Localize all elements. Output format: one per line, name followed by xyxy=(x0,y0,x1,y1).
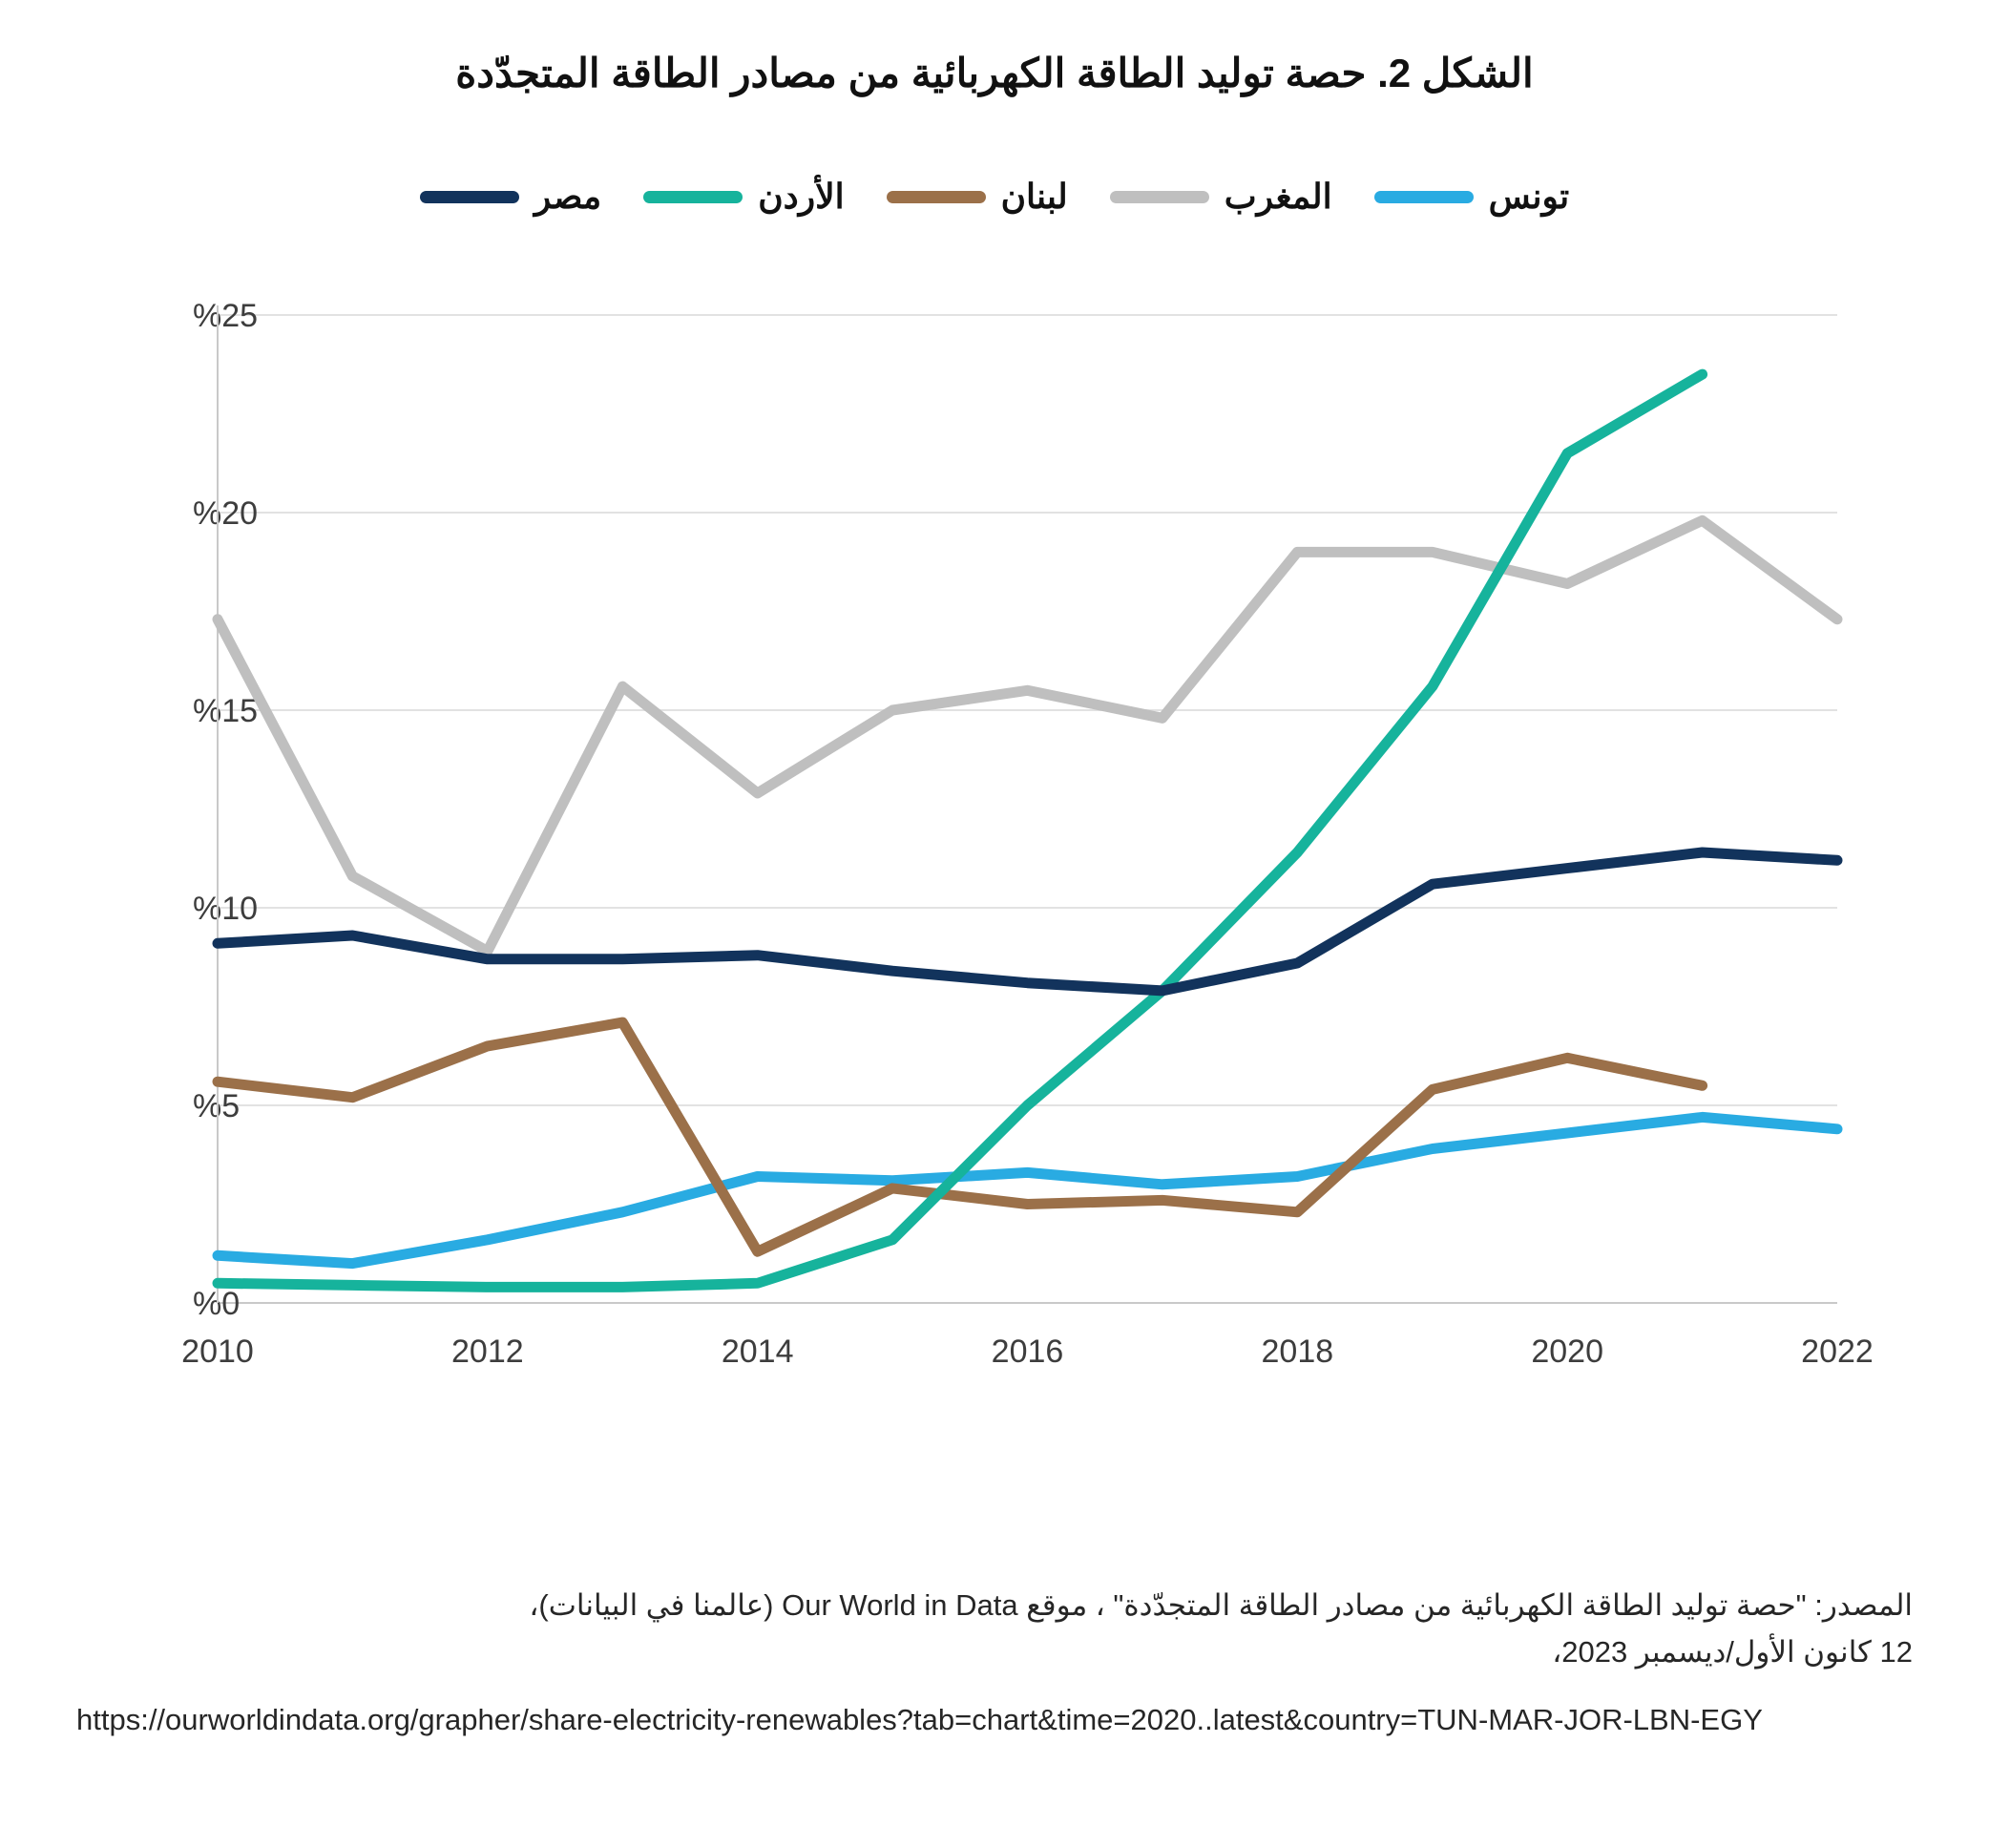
legend-item[interactable] xyxy=(887,177,1068,217)
legend-label: مصر xyxy=(534,177,602,216)
source-line-2: 12 كانون الأول/ديسمبر 2023، xyxy=(1552,1634,1913,1669)
legend-label: المغرب xyxy=(1224,177,1332,216)
y-axis-tick-label: %15 xyxy=(193,693,259,729)
legend-label: تونس xyxy=(1488,177,1570,216)
legend-color-swatch xyxy=(420,191,519,203)
legend-label: لبنان xyxy=(1000,177,1068,216)
legend-color-swatch xyxy=(643,191,743,203)
series-line xyxy=(218,1022,1703,1251)
series-line xyxy=(218,1117,1837,1263)
legend-item[interactable] xyxy=(643,177,844,217)
page-title: الشكل 2. حصة توليد الطاقة الكهربائية من مصادر الطاقة المتجدّدة xyxy=(455,51,1534,95)
legend-label: الأردن xyxy=(758,177,845,216)
x-axis-tick-label: 2018 xyxy=(1261,1334,1334,1370)
series-line xyxy=(218,520,1837,951)
chart-legend xyxy=(0,177,1989,217)
legend-color-swatch xyxy=(887,191,986,203)
y-axis-tick-label: %20 xyxy=(193,495,259,532)
line-chart xyxy=(0,277,1989,1451)
source-url[interactable]: https://ourworldindata.org/grapher/share-electricity-renewables?tab=chart&time=2020..latest&country=TUN-MAR-JOR-LBN-EGY xyxy=(76,1702,1763,1736)
series-line xyxy=(218,374,1703,1287)
x-axis-tick-label: 2022 xyxy=(1801,1334,1874,1370)
legend-item[interactable] xyxy=(1110,177,1332,217)
y-axis-tick-label: %0 xyxy=(193,1286,241,1322)
legend-color-swatch xyxy=(1374,191,1474,203)
x-axis-tick-label: 2012 xyxy=(451,1334,524,1370)
legend-color-swatch xyxy=(1110,191,1209,203)
series-line xyxy=(218,852,1837,991)
y-axis-tick-label: %10 xyxy=(193,891,259,927)
source-note xyxy=(0,1585,1989,1740)
y-axis-tick-label: %5 xyxy=(193,1088,241,1124)
x-axis-tick-label: 2010 xyxy=(181,1334,254,1370)
source-line-1: المصدر: "حصة توليد الطاقة الكهربائية من مصادر الطاقة المتجدّدة" ، موقع Our World in Data (عالمنا في البيانات)، xyxy=(529,1588,1913,1622)
chart-plot-area xyxy=(0,277,1989,1451)
x-axis-tick-label: 2014 xyxy=(721,1334,794,1370)
legend-item[interactable] xyxy=(420,177,601,217)
y-axis-tick-label: %25 xyxy=(193,298,259,334)
legend-item[interactable] xyxy=(1374,177,1570,217)
x-axis-tick-label: 2020 xyxy=(1531,1334,1603,1370)
x-axis-tick-label: 2016 xyxy=(991,1334,1064,1370)
